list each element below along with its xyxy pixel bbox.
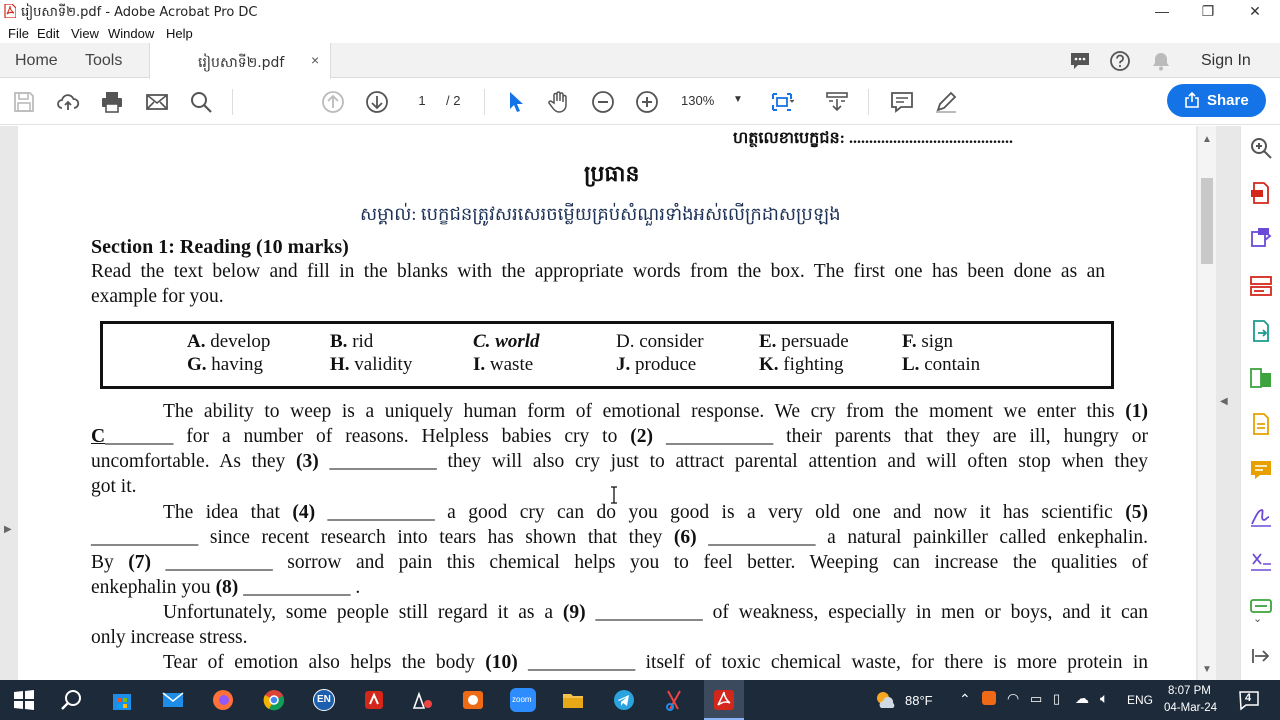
clock-date[interactable]: 04-Mar-24 xyxy=(1164,702,1218,714)
word-option-example: C. world xyxy=(473,331,540,352)
word-option: D. consider xyxy=(616,331,704,352)
select-cursor-icon[interactable] xyxy=(504,90,528,114)
comment-icon[interactable] xyxy=(890,90,914,114)
share-button[interactable] xyxy=(1167,84,1266,117)
para1-line3: uncomfortable. As they (3) ___________ they will also cry just to attract parental attention and will often stop when they xyxy=(91,451,1149,472)
para2-line4: enkephalin you (8) ___________ . xyxy=(91,577,361,598)
word-option: H. validity xyxy=(330,354,413,375)
onedrive-icon[interactable]: ☁ xyxy=(1075,690,1089,706)
comment-bubble-icon[interactable] xyxy=(1069,50,1091,72)
zoom-search-icon[interactable] xyxy=(1249,136,1273,160)
chevron-down-icon[interactable]: ▼ xyxy=(733,94,743,105)
tab-home[interactable]: Home xyxy=(15,52,58,69)
para4-line1: Tear of emotion also helps the body (10) ___________ itself of toxic chemical waste, for there is more protein in xyxy=(163,652,1148,673)
fill-sign-icon[interactable] xyxy=(1249,412,1273,436)
pdf-reader-icon[interactable] xyxy=(362,688,386,712)
search-icon[interactable] xyxy=(60,688,84,712)
email-icon[interactable] xyxy=(145,90,169,114)
word-option: J. produce xyxy=(616,354,697,375)
pdf-file-icon xyxy=(4,4,16,18)
word-option: K. fighting xyxy=(759,354,844,375)
word-box xyxy=(100,321,1114,389)
right-pane-toggle-icon[interactable]: ◀ xyxy=(1220,396,1228,407)
zoom-in-icon[interactable] xyxy=(635,90,659,114)
tab-bar xyxy=(0,43,1280,78)
document-viewport[interactable] xyxy=(0,126,1240,680)
para2-line3: By (7) ___________ sorrow and pain this chemical helps you to feel better. Weeping can increase the qualities of xyxy=(91,552,1148,573)
word-option: G. having xyxy=(187,354,263,375)
volume-icon[interactable]: 🔈︎ xyxy=(1100,690,1109,706)
tab-tools[interactable]: Tools xyxy=(85,52,123,69)
candidate-signature-line: ហត្ថលេខាបេក្ខជន: ......................................... xyxy=(733,130,1013,147)
organize-pages-icon[interactable] xyxy=(1249,226,1273,250)
zoom-app-icon[interactable]: zoom xyxy=(510,688,536,712)
search-icon[interactable] xyxy=(189,90,213,114)
sign-in-link[interactable]: Sign In xyxy=(1201,52,1251,69)
windows-start-icon[interactable] xyxy=(12,688,36,712)
menu-bar xyxy=(0,23,1280,43)
print-icon[interactable] xyxy=(100,90,124,114)
title-bar xyxy=(0,0,1280,23)
device-icon[interactable]: ▯ xyxy=(1053,691,1061,706)
para2-line1: The idea that (4) ___________ a good cry can do you good is a very old one and now it has scientific (5) xyxy=(163,502,1148,523)
next-page-icon[interactable] xyxy=(365,90,389,114)
menu-window[interactable]: Window xyxy=(108,26,155,41)
wifi-icon[interactable]: ◠ xyxy=(1007,690,1020,706)
toolbar-separator xyxy=(868,89,869,115)
share-label: Share xyxy=(1207,92,1249,109)
tab-document[interactable] xyxy=(149,43,331,79)
window-title: រៀបសាទី២.pdf - Adobe Acrobat Pro DC xyxy=(21,5,258,20)
notification-count: 4 xyxy=(1245,692,1252,704)
save-icon[interactable] xyxy=(12,90,36,114)
weather-icon[interactable] xyxy=(873,688,897,712)
input-language[interactable]: ENG xyxy=(1127,693,1154,707)
comment-tool-icon[interactable] xyxy=(1249,458,1273,482)
help-icon[interactable] xyxy=(1109,50,1131,72)
left-pane-toggle-icon[interactable]: ▶ xyxy=(4,524,12,535)
para1-line4: got it. xyxy=(91,476,137,497)
export-pdf-icon[interactable] xyxy=(1249,181,1273,205)
share-icon xyxy=(1184,92,1200,108)
menu-edit[interactable]: Edit xyxy=(37,26,60,41)
collapse-pane-icon[interactable] xyxy=(1249,644,1273,668)
instruction-line-2: example for you. xyxy=(91,286,224,307)
scroll-down-icon[interactable]: ▼ xyxy=(1202,664,1212,675)
temperature[interactable]: 88°F xyxy=(905,693,933,708)
section-title: Section 1: Reading (10 marks) xyxy=(91,236,349,258)
acrobat-icon xyxy=(712,688,736,712)
share-file-icon[interactable] xyxy=(1249,319,1273,343)
para3-line1: Unfortunately, some people still regard it as a (9) ___________ of weakness, especially in men or boys, and it can xyxy=(163,602,1149,623)
zoom-out-icon[interactable] xyxy=(591,90,615,114)
chrome-icon[interactable] xyxy=(262,688,286,712)
heading: ប្រធាន xyxy=(584,161,640,186)
chevron-up-icon[interactable]: ⌃ xyxy=(959,691,971,707)
zoom-level-dropdown[interactable]: 130% xyxy=(681,93,715,108)
clock-time[interactable]: 8:07 PM xyxy=(1168,685,1211,697)
request-signature-icon[interactable] xyxy=(1249,504,1273,528)
microsoft-store-icon[interactable] xyxy=(110,688,134,712)
word-option: B. rid xyxy=(330,331,374,352)
taskbar xyxy=(0,680,1280,720)
restore-button[interactable]: ❐ xyxy=(1201,3,1215,19)
scroll-up-icon[interactable]: ▲ xyxy=(1202,134,1212,145)
notification-bell-icon[interactable] xyxy=(1150,50,1172,72)
mail-icon[interactable] xyxy=(161,688,185,712)
highlight-pen-icon[interactable] xyxy=(934,90,958,114)
expand-tools-icon[interactable]: ⌄ xyxy=(1253,613,1263,625)
file-explorer-icon[interactable] xyxy=(561,688,585,712)
page-number-input[interactable]: 1 xyxy=(418,93,426,108)
upload-cloud-icon[interactable] xyxy=(56,90,80,114)
combine-files-icon[interactable] xyxy=(1249,366,1273,390)
edit-pdf-icon[interactable] xyxy=(1249,274,1273,298)
para3-line2: only increase stress. xyxy=(91,627,248,648)
telegram-icon[interactable] xyxy=(612,688,636,712)
snipping-tool-icon[interactable] xyxy=(662,688,686,712)
word-option: E. persuade xyxy=(759,331,849,352)
text-cursor-icon xyxy=(610,486,618,504)
pdf-page xyxy=(18,126,1196,680)
close-tab-button[interactable]: × xyxy=(311,52,320,68)
scrolling-mode-icon[interactable] xyxy=(825,90,849,114)
page-total: / 2 xyxy=(446,93,461,108)
vertical-scrollbar[interactable] xyxy=(1198,126,1216,680)
menu-view[interactable]: View xyxy=(71,26,99,41)
notification-center-icon[interactable] xyxy=(1238,689,1260,711)
khmer-unicode-icon[interactable] xyxy=(411,688,435,712)
firefox-icon[interactable] xyxy=(211,688,235,712)
fit-page-icon[interactable] xyxy=(770,90,794,114)
document-tab-label: រៀបសាទី២.pdf xyxy=(198,55,285,71)
close-window-button[interactable]: ✕ xyxy=(1249,3,1261,19)
acrobat-taskbar-button[interactable] xyxy=(704,680,744,720)
tray-app-icon[interactable] xyxy=(982,691,996,705)
toolbar xyxy=(0,79,1280,125)
para1-line2: C_______ for a number of reasons. Helpless babies cry to (2) ___________ their parents that they are ill, hungry or xyxy=(91,426,1148,447)
word-option: I. waste xyxy=(473,354,534,375)
minimize-button[interactable]: — xyxy=(1155,3,1169,19)
menu-help[interactable]: Help xyxy=(166,26,193,41)
exam-note: សម្គាល់: បេក្ខជនត្រូវសរសេរចម្លើយគ្រប់សំណួរទាំងអស់លើក្រដាសប្រឡង xyxy=(360,204,841,224)
right-tools-pane xyxy=(1240,126,1280,680)
word-option: F. sign xyxy=(902,331,954,352)
fill-form-icon[interactable] xyxy=(1249,550,1273,574)
word-option: A. develop xyxy=(187,331,271,352)
previous-page-icon[interactable] xyxy=(321,90,345,114)
toolbar-separator xyxy=(484,89,485,115)
instruction-line-1: Read the text below and fill in the blanks with the appropriate words from the box. The first one has been done as an xyxy=(91,261,1105,282)
para1-line1: The ability to weep is a uniquely human form of emotional response. We cry from the moment we enter this (1) xyxy=(163,401,1148,422)
presentation-app-icon[interactable] xyxy=(461,688,485,712)
hand-tool-icon[interactable] xyxy=(547,90,571,114)
scrollbar-thumb[interactable] xyxy=(1201,178,1213,264)
para2-line2: ___________ since recent research into tears has shown that they (6) ___________ a natural painkiller called enkephalin. xyxy=(91,527,1149,548)
battery-icon[interactable]: ▭ xyxy=(1030,691,1043,706)
language-app-icon[interactable]: EN xyxy=(313,689,335,711)
word-option: L. contain xyxy=(902,354,981,375)
menu-file[interactable]: File xyxy=(8,26,29,41)
toolbar-separator xyxy=(232,89,233,115)
